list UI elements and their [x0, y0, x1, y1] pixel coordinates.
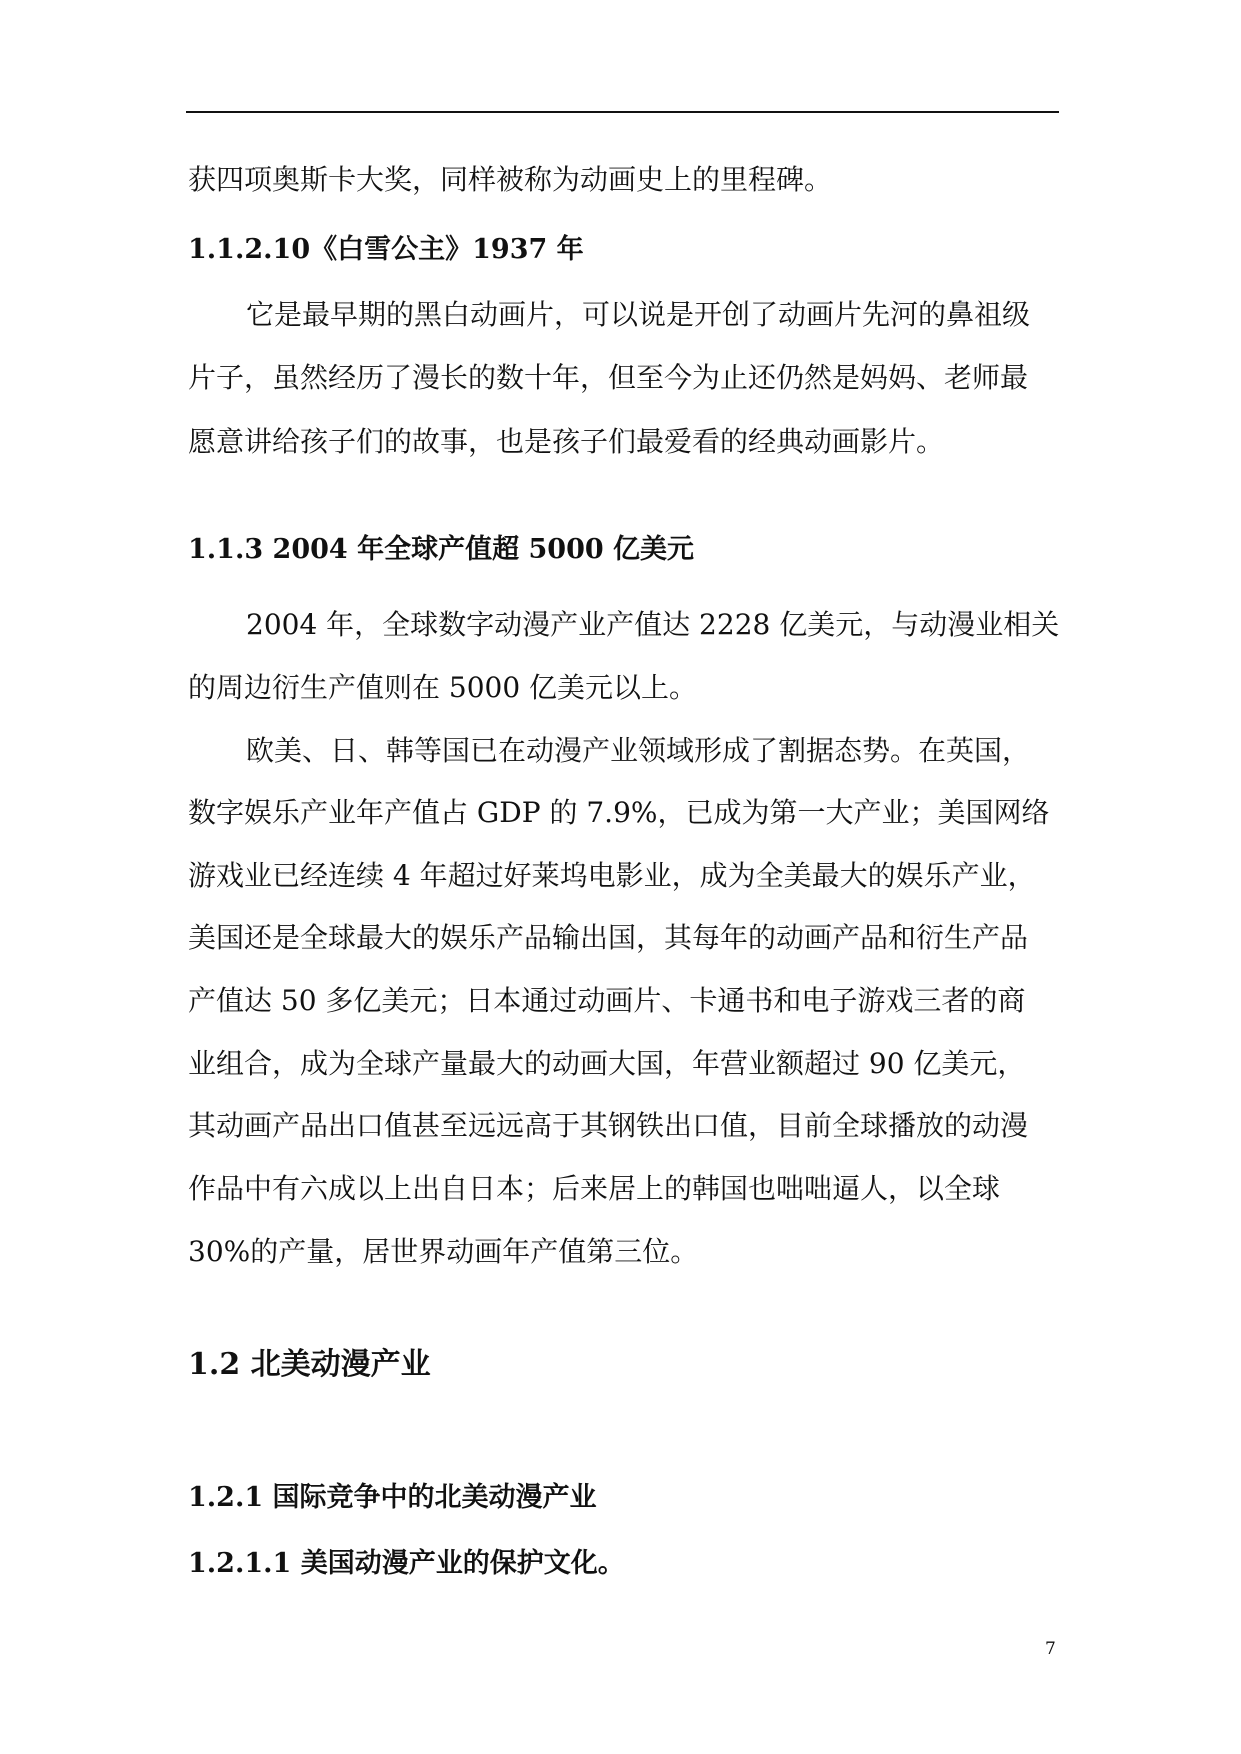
section-heading: 1.1.2.10《白雪公主》1937 年 — [188, 234, 584, 265]
body-text-line: 愿意讲给孩子们的故事，也是孩子们最爱看的经典动画影片。 — [188, 425, 945, 458]
body-text-line: 30%的产量，居世界动画年产值第三位。 — [188, 1235, 699, 1268]
body-text-line: 获四项奥斯卡大奖，同样被称为动画史上的里程碑。 — [188, 163, 833, 196]
page-number: 7 — [1045, 1639, 1056, 1659]
body-text-line: 业组合，成为全球产量最大的动画大国，年营业额超过 90 亿美元， — [188, 1047, 1026, 1080]
section-heading: 1.2.1 国际竞争中的北美动漫产业 — [188, 1482, 597, 1513]
paragraph-first-line: 它是最早期的黑白动画片，可以说是开创了动画片先河的鼻祖级 — [246, 298, 1031, 331]
paragraph-first-line: 2004 年，全球数字动漫产业产值达 2228 亿美元，与动漫业相关 — [246, 608, 1060, 641]
body-text-line: 产值达 50 多亿美元；日本通过动画片、卡通书和电子游戏三者的商 — [188, 984, 1026, 1017]
body-text-line: 的周边衍生产值则在 5000 亿美元以上。 — [188, 671, 698, 704]
body-text-line: 美国还是全球最大的娱乐产品输出国，其每年的动画产品和衍生产品 — [188, 921, 1029, 954]
subsection-heading: 1.2.1.1 美国动漫产业的保护文化。 — [188, 1548, 625, 1579]
body-text-line: 游戏业已经连续 4 年超过好莱坞电影业，成为全美最大的娱乐产业， — [188, 859, 1036, 892]
body-text-line: 作品中有六成以上出自日本；后来居上的韩国也咄咄逼人，以全球 — [188, 1172, 1001, 1205]
section-heading: 1.1.3 2004 年全球产值超 5000 亿美元 — [188, 534, 695, 565]
body-text-line: 片子，虽然经历了漫长的数十年，但至今为止还仍然是妈妈、老师最 — [188, 361, 1029, 394]
header-rule — [186, 111, 1059, 113]
body-text-line: 数字娱乐产业年产值占 GDP 的 7.9%，已成为第一大产业；美国网络 — [188, 796, 1050, 829]
body-text-line: 其动画产品出口值甚至远远高于其钢铁出口值，目前全球播放的动漫 — [188, 1109, 1029, 1142]
paragraph-first-line: 欧美、日、韩等国已在动漫产业领域形成了割据态势。在英国， — [246, 734, 1031, 767]
chapter-heading: 1.2 北美动漫产业 — [188, 1347, 431, 1382]
